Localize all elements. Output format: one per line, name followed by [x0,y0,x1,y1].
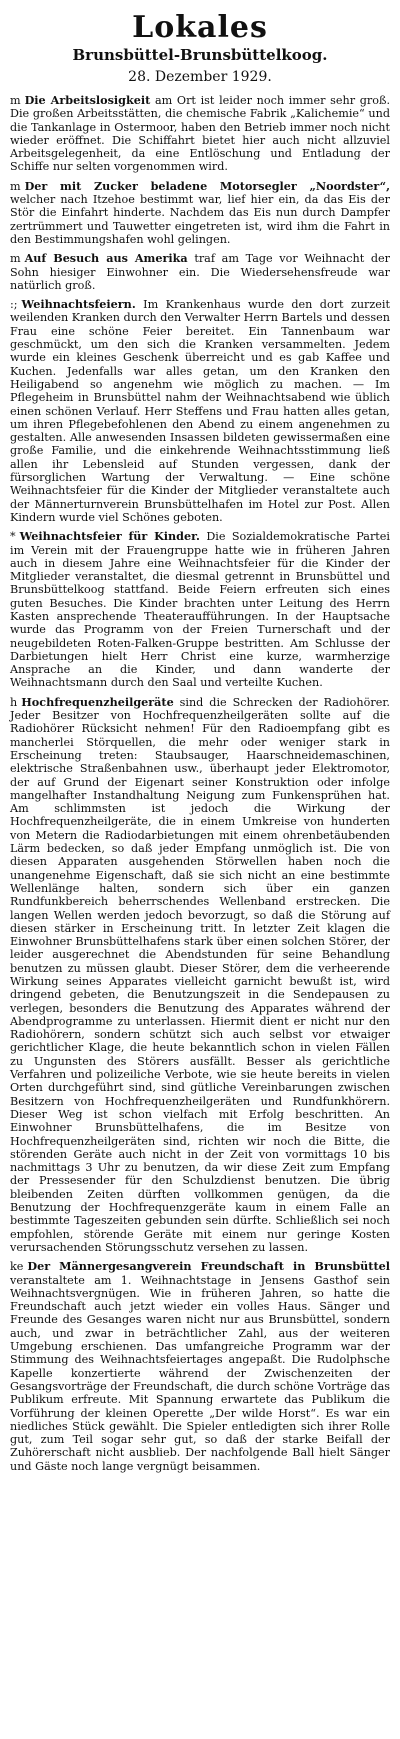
article-arbeitslosigkeit [10,94,390,174]
article-maennergesangverein [10,1260,390,1473]
article-headline: Der mit Zucker beladene Motorsegler „Noordster“, [24,178,390,193]
article-headline: Der Männergesangverein Freundschaft in Brunsbüttel [27,1259,390,1274]
article-mark: m [10,179,21,193]
article-weihnachtsfeiern [10,298,390,524]
article-motorsegler [10,180,390,246]
section-title: Lokales [132,10,268,45]
article-body: sind die Schrecken der Radiohörer. Jeder Besitzer von Hochfrequenzheilgeräten sollte auf die Radiohörer Rücksicht nehmen! Für den Radioempfang gibt es mancherlei Störquellen, die mehr oder weniger stark in Erscheinung treten: Staubsauger, Haarschneidemaschinen, elektrische Straßenbahnen usw., überhaupt jeder Elektromotor, der auf Grund der Eigenart seiner Konstruktion oder infolge mangelhafter Instandhaltung Neigung zum Funkensprühen hat. Am schlimmsten ist jedoch die Wirkung der Hochfrequenzheilgeräte, die in einem Umkreise von hunderten von Metern die Radiodarbietungen mit einem ohrenbetäubenden Lärm bedecken, so daß jeder Empfang unmöglich ist. Die von diesen Apparaten ausgehenden Störwellen haben noch die unangenehme Eigenschaft, daß sie sich nicht an eine bestimmte Wellenlänge halten, sondern sich über ein ganzen Rundfunkbereich beherrschendes Wellenband erstrecken. Die langen Wellen werden jedoch bevorzugt, so daß die Störung auf diesen stärker in Erscheinung tritt. In letzter Zeit klagen die Einwohner Brunsbüttelhafens stark über einen solchen Störer, der leider ausgerechnet die Abendstunden für seine Behandlung benutzen zu müssen glaubt. Dieser Störer, dem die verheerende Wirkung seines Apparates vielleicht garnicht bewußt ist, wird dringend gebeten, die Benutzungszeit in die Sendepausen zu verlegen, besonders die Benutzung des Apparates während der Abendprogramme zu unterlassen. Hiermit dient er nicht nur den Radiohörern, sondern schützt sich auch selbst vor etwaiger gerichtlicher Klage, die heute bekanntlich schon in vielen Fällen zu Ungunsten des Störers ausfällt. Besser als gerichtliche Verfahren und polizeiliche Verbote, wie sie heute bereits in vielen Orten durchgeführt sind, sind gütliche Vereinbarungen zwischen Besitzern von Hochfrequenzheilgeräten und Rundfunkhörern. Dieser Weg ist schon vielfach mit Erfolg beschritten. An Einwohner Brunsbüttelhafens, die im Besitze von Hochfrequenzheilgeräten sind, richten wir noch die Bitte, die störenden Geräte auch nicht in der Zeit von vormittags 10 bis nachmittags 3 Uhr zu benutzen, da wir diese Zeit zum Empfang der Pressesender für den Schulzdienst benutzen. Die übrig bleibenden Zeiten dürften vollkommen genügen, da die Benutzung der Hochfrequenzgeräte kaum in einem Falle an bestimmte Tageszeiten gebunden sein dürfte. Schließlich sei noch empfohlen, störende Geräte mit einem nur geringe Kosten verursachenden Störungsschutz versehen zu lassen. [10,695,390,1254]
article-besuch-amerika [10,252,390,292]
article-mark: * [10,530,16,544]
article-body: welcher nach Itzehoe bestimmt war, lief hier ein, da das Eis der Stör die Einfahrt hinderte. Nachdem das Eis nun durch Dampfer zertrümmert und Tauwetter eingetreten ist, wird ihm die Fahrt in den Bestimmungshafen wohl gelingen. [10,193,390,246]
article-headline: Weihnachtsfeiern. [21,297,136,312]
issue-date: 28. Dezember 1929. [128,69,272,85]
article-body: traf am Tage vor Weihnacht der Sohn hiesiger Einwohner ein. Die Wiedersehensfreude war natürlich groß. [10,252,391,292]
article-mark: m [10,94,21,107]
article-mark: ke [10,1260,24,1274]
article-body: veranstaltete am 1. Weihnachtstage in Jensens Gasthof sein Weihnachtsvergnügen. Wie in früheren Jahren, so hatte die Freundschaft auch jetzt wieder ein volles Haus. Sänger und Freunde des Gesanges waren nicht nur aus Brunsbüttel, sondern auch, und zwar in beträchtlicher Zahl, aus der weiteren Umgebung erschienen. Das umfangreiche Programm war der Stimmung des Weihnachtsfeiertages angepaßt. Die Rudolphsche Kapelle konzertierte während der Zwischenzeiten der Gesangsvorträge der Freundschaft, die durch schöne Vorträge das Publikum erfreute. Mit Spannung erwartete das Publikum die Vorführung der kleinen Operette „Der wilde Horst“. Es war ein niedliches Stück gewählt. Die Spieler entledigten sich ihrer Rolle gut, zum Teil sogar sehr gut, so daß der starke Beifall der Zuhörerschaft nicht ausblieb. Der nachfolgende Ball hielt Sänger und Gäste noch lange vergnügt beisammen. [10,1273,390,1473]
article-body: Die Sozialdemokratische Partei im Verein mit der Frauengruppe hatte wie in früheren Jahren auch in diesem Jahre eine Weihnachtsfeier für die Kinder der Mitglieder veranstaltet, die diesmal getrennt in Brunsbüttel und Brunsbüttelkoog stattfand. Beide Feiern erfreuten sich eines guten Besuches. Die Kinder brachten unter Leitung des Herrn Kasten ansprechende Theateraufführungen. In der Hauptsache wurde das Programm von der Freien Turnerschaft und der neugebildeten Roten-Falken-Gruppe bestritten. Am Schlusse der Darbietungen hielt Herr Christ eine kurze, warmherzige Ansprache an die Kinder, und dann wanderte der Weihnachtsmann durch den Saal und verteilte Kuchen. [10,530,390,690]
article-body: Im Krankenhaus wurde den dort zurzeit weilenden Kranken durch den Verwalter Herrn Bartels und dessen Frau eine schöne Feier bereitet. Ein Tannenbaum war geschmückt, um den sich die Kranken versammelten. Jedem wurde ein kleines Geschenk überreicht und es gab Kaffee und Kuchen. Jedenfalls war alles getan, um den Kranken den Heiligabend so angenehm wie möglich zu machen. — Im Pflegeheim in Brunsbüttel nahm der Weihnachtsabend wie üblich einen schönen Verlauf. Herr Steffens und Frau hatten alles getan, um ihren Pflegebefohlenen den Abend zu einem angenehmen zu gestalten. Alle anwesenden Insassen bildeten gewissermaßen eine große Familie, und die einkehrende Weihnachtsstimmung ließ allen ihr Lebensleid auf Stunden vergessen, dank der fürsorglichen Wartung der Verwaltung. — Eine schöne Weihnachtsfeier für die Kinder der Mitglieder veranstaltete auch der Männerturnverein Brunsbüttelhafen im Hotel zur Post. Allen Kindern wurde viel Schönes geboten. [10,298,390,524]
article-headline: Auf Besuch aus Amerika [24,251,188,266]
article-mark: m [10,252,21,266]
article-mark: :; [10,298,18,312]
news-column [10,12,390,1479]
article-headline: Hochfrequenzheilgeräte [21,694,174,709]
article-body: am Ort ist leider noch immer sehr groß. Die großen Arbeitsstätten, die chemische Fabrik „Kalichemie“ und die Tankanlage in Ostermoor, haben den Betrieb immer noch nicht wieder eröffnet. Die Schiffahrt bietet hier auch nicht allzuviel Arbeitsgelegenheit, da eine Entlöschung und Entladung der Schiffe nur selten vorgenommen wird. [10,94,390,174]
article-headline: Die Arbeitslosigkeit [24,93,151,107]
article-mark: h [10,695,18,709]
article-headline: Weihnachtsfeier für Kinder. [19,529,200,544]
article-hochfrequenzheilgeraete [10,696,390,1254]
article-weihnachtsfeier-kinder [10,530,390,690]
section-subtitle: Brunsbüttel-Brunsbüttelkoog. [72,46,328,64]
